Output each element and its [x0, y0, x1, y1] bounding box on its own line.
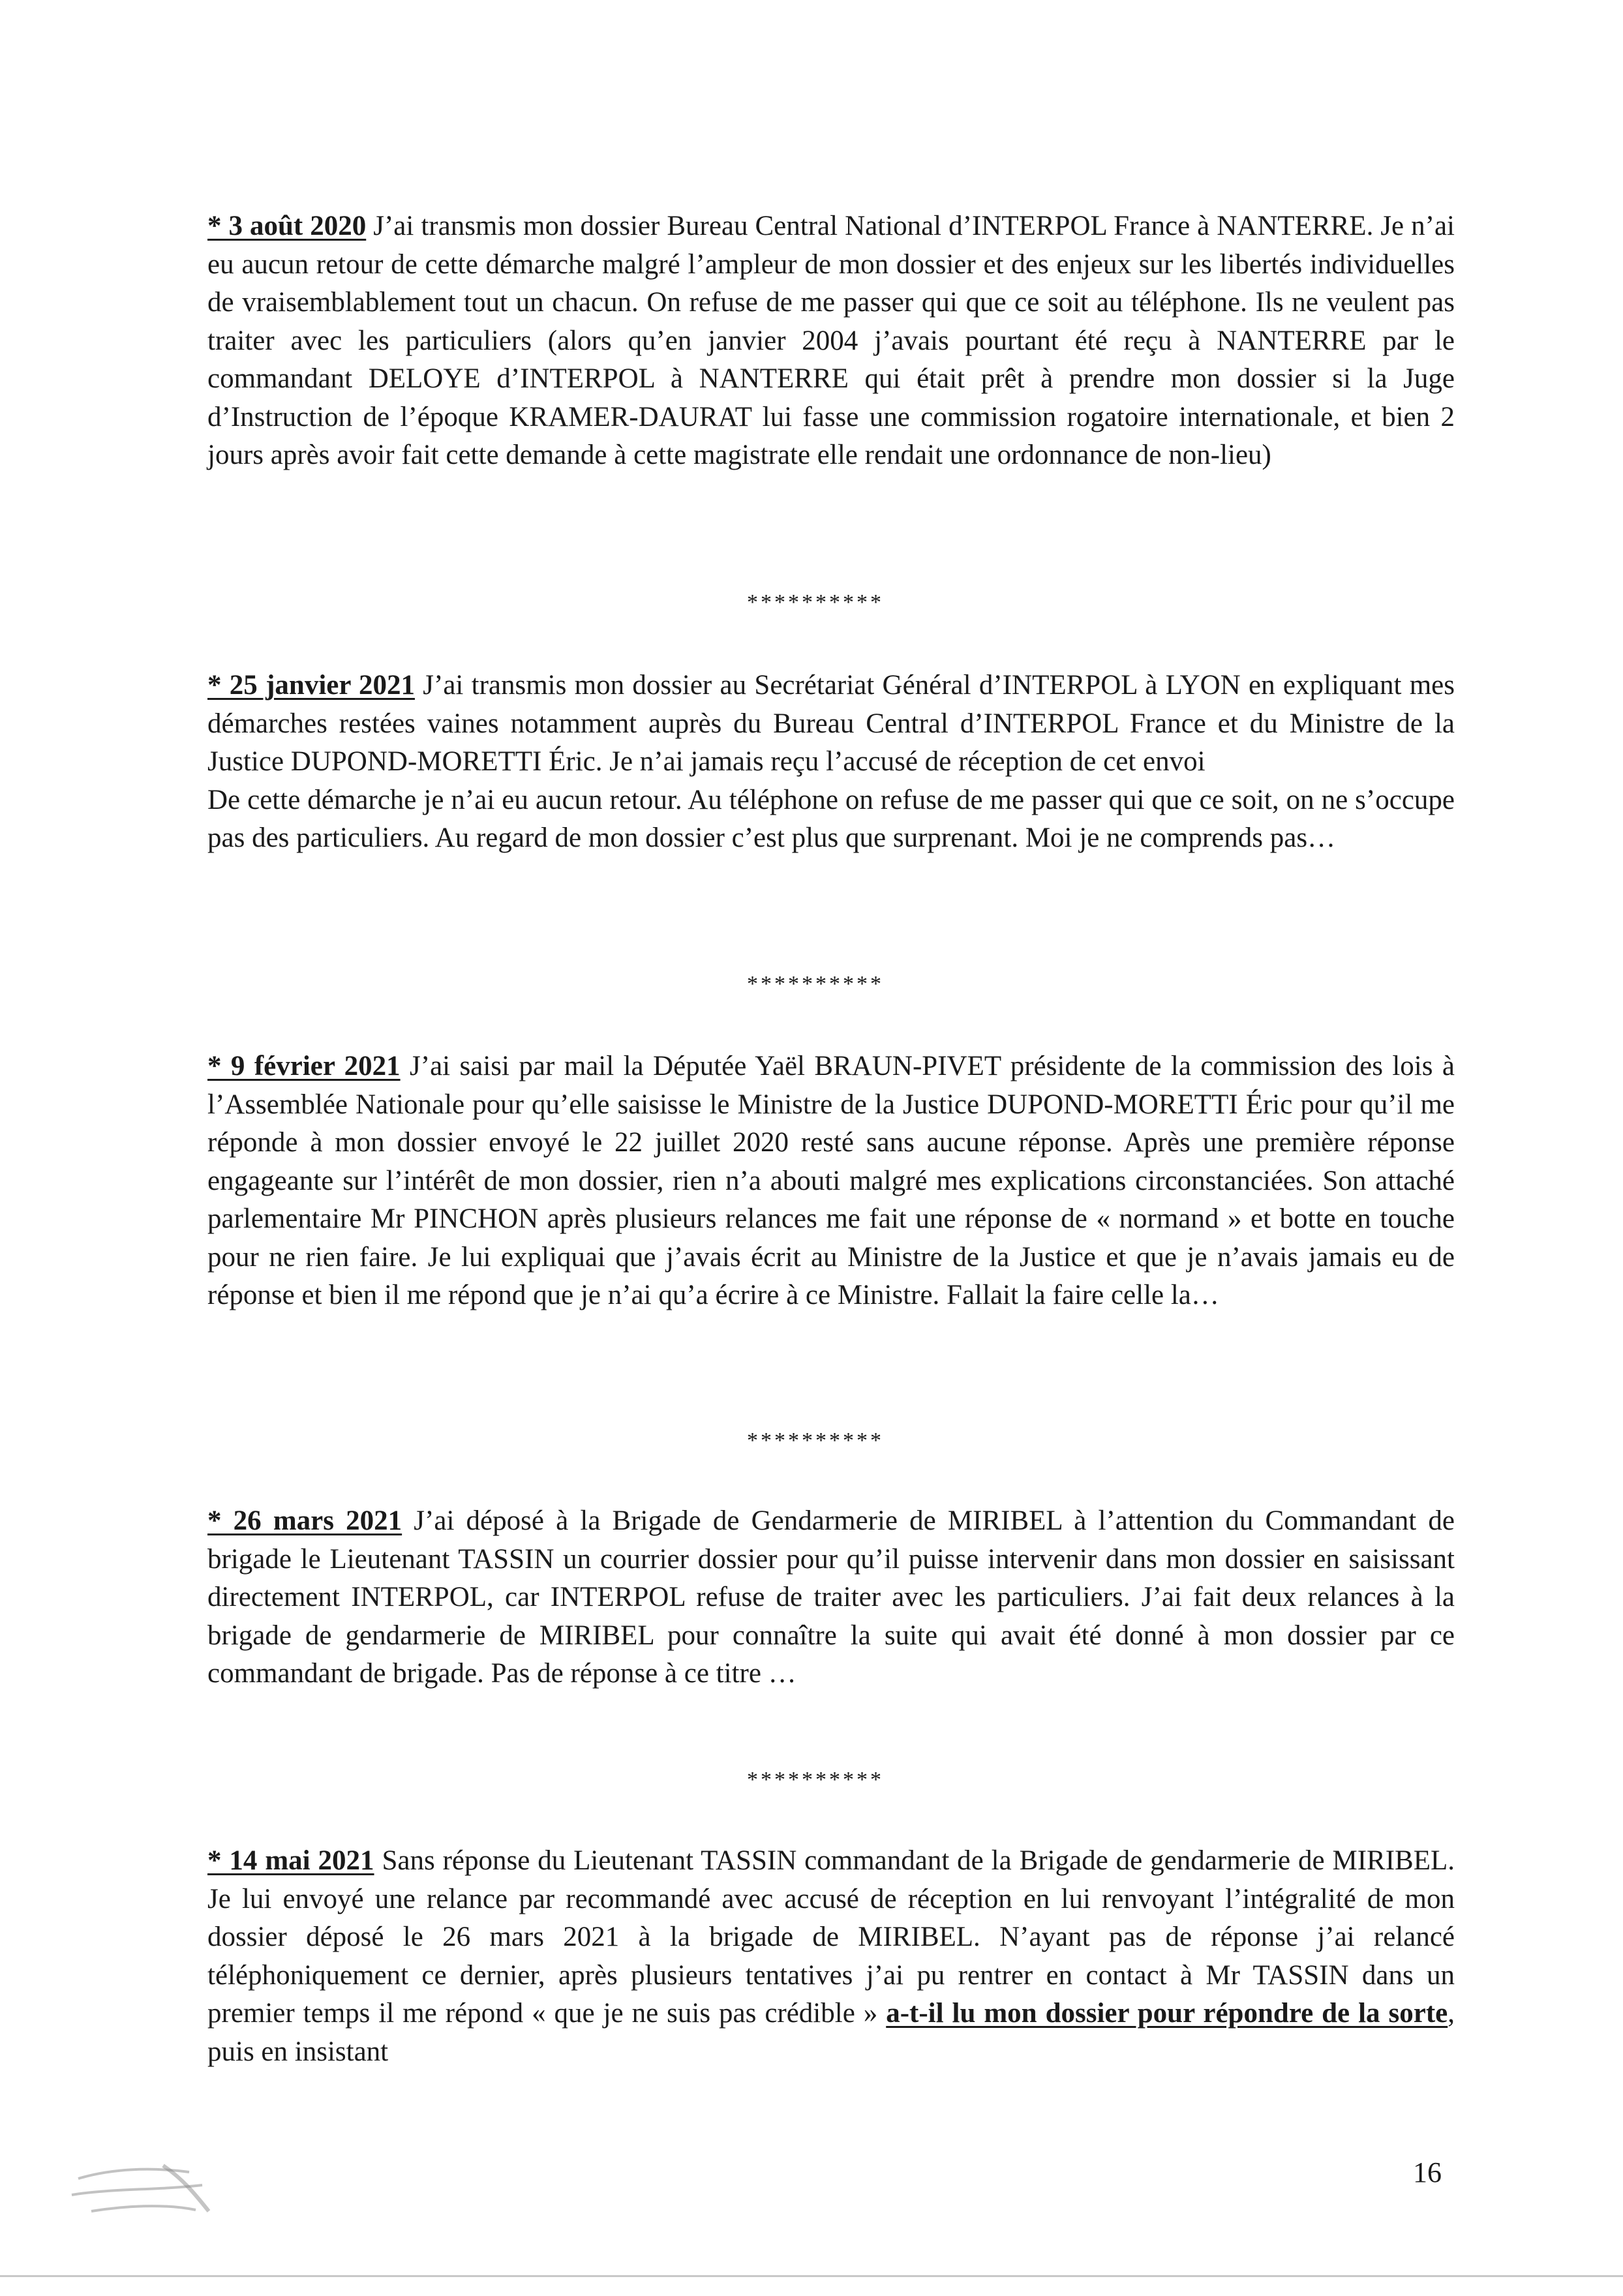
entry-3-aout-2020	[207, 207, 1455, 475]
page-bottom-edge	[0, 2275, 1623, 2277]
entry-date: * 25 janvier 2021	[207, 670, 415, 701]
separator: **********	[747, 1428, 884, 1453]
entry-text: J’ai déposé à la Brigade de Gendarmerie de MIRIBEL à l’attention du Commandant de brigade le Lieutenant TASSIN un courrier dossier pour qu’il puisse intervenir dans mon dossier en saisissant directement INTERPOL, car INTERPOL refuse de traiter avec les particuliers. J’ai fait deux relances à la brigade de gendarmerie de MIRIBEL pour connaître la suite qui avait été donné à mon dossier par ce commandant de brigade. Pas de réponse à ce titre …	[207, 1505, 1455, 1689]
entry-date: * 3 août 2020	[207, 211, 367, 241]
separator: **********	[747, 590, 884, 614]
entry-text-continued: De cette démarche je n’ai eu aucun retour. Au téléphone on refuse de me passer qui que ce soit, on ne s’occupe pas des particuliers. Au regard de mon dossier c’est plus que surprenant. Moi je ne comprends pas…	[207, 784, 1455, 853]
entry-date: * 9 février 2021	[207, 1051, 401, 1081]
emphasis-text: a-t-il lu mon dossier pour répondre de la sorte	[886, 1998, 1448, 2029]
entry-date: * 14 mai 2021	[207, 1845, 374, 1876]
entry-9-fevrier-2021	[207, 1048, 1455, 1315]
entry-text: J’ai saisi par mail la Députée Yaël BRAUN-PIVET présidente de la commission des lois à l’Assemblée Nationale pour qu’elle saisisse le Ministre de la Justice DUPOND-MORETTI Éric pour qu’il me réponde à mon dossier envoyé le 22 juillet 2020 resté sans aucune réponse. Après une première réponse engageante sur l’intérêt de mon dossier, rien n’a abouti malgré mes explications circonstanciées. Son attaché parlementaire Mr PINCHON après plusieurs relances me fait une réponse de « normand » et botte en touche pour ne rien faire. Je lui expliquai que j’avais écrit au Ministre de la Justice et que je n’avais jamais eu de réponse et bien il me répond que je n’ai qu’a écrire à ce Ministre. Fallait la faire celle la…	[207, 1051, 1455, 1310]
entry-text: J’ai transmis mon dossier au Secrétariat Général d’INTERPOL à LYON en expliquant mes démarches restées vaines notamment auprès du Bureau Central d’INTERPOL France et du Ministre de la Justice DUPOND-MORETTI Éric. Je n’ai jamais reçu l’accusé de réception de cet envoi	[207, 670, 1455, 777]
entry-text: Sans réponse du Lieutenant TASSIN commandant de la Brigade de gendarmerie de MIRIBEL. Je lui envoyé une relance par recommandé avec accusé de réception en lui renvoyant l’intégralité de mon dossier déposé le 26 mars 2021 à la brigade de MIRIBEL. N’ayant pas de réponse j’ai relancé téléphoniquement ce dernier, après plusieurs tentatives j’ai pu rentrer en contact à Mr TASSIN dans un premier temps il me répond « que je ne suis pas crédible »	[207, 1845, 1455, 2029]
entry-text-after: , puis en insistant	[207, 1998, 1455, 2067]
page-number: 16	[1413, 2156, 1442, 2188]
separator: **********	[747, 1768, 884, 1792]
entry-25-janvier-2021	[207, 667, 1455, 858]
signature-smudge-icon	[52, 2133, 248, 2237]
separator: **********	[747, 972, 884, 996]
entry-14-mai-2021	[207, 1842, 1455, 2071]
entry-text: J’ai transmis mon dossier Bureau Central National d’INTERPOL France à NANTERRE. Je n’ai eu aucun retour de cette démarche malgré l’ampleur de mon dossier et des enjeux sur les libertés individuelles de vraisemblablement tout un chacun. On refuse de me passer qui que ce soit au téléphone. Ils ne veulent pas traiter avec les particuliers (alors qu’en janvier 2004 j’avais pourtant été reçu à NANTERRE par le commandant DELOYE d’INTERPOL à NANTERRE qui était prêt à prendre mon dossier si la Juge d’Instruction de l’époque KRAMER-DAURAT lui fasse une commission rogatoire internationale, et bien 2 jours après avoir fait cette demande à cette magistrate elle rendait une ordonnance de non-lieu)	[207, 211, 1455, 470]
entry-date: * 26 mars 2021	[207, 1505, 402, 1536]
entry-26-mars-2021	[207, 1502, 1455, 1693]
